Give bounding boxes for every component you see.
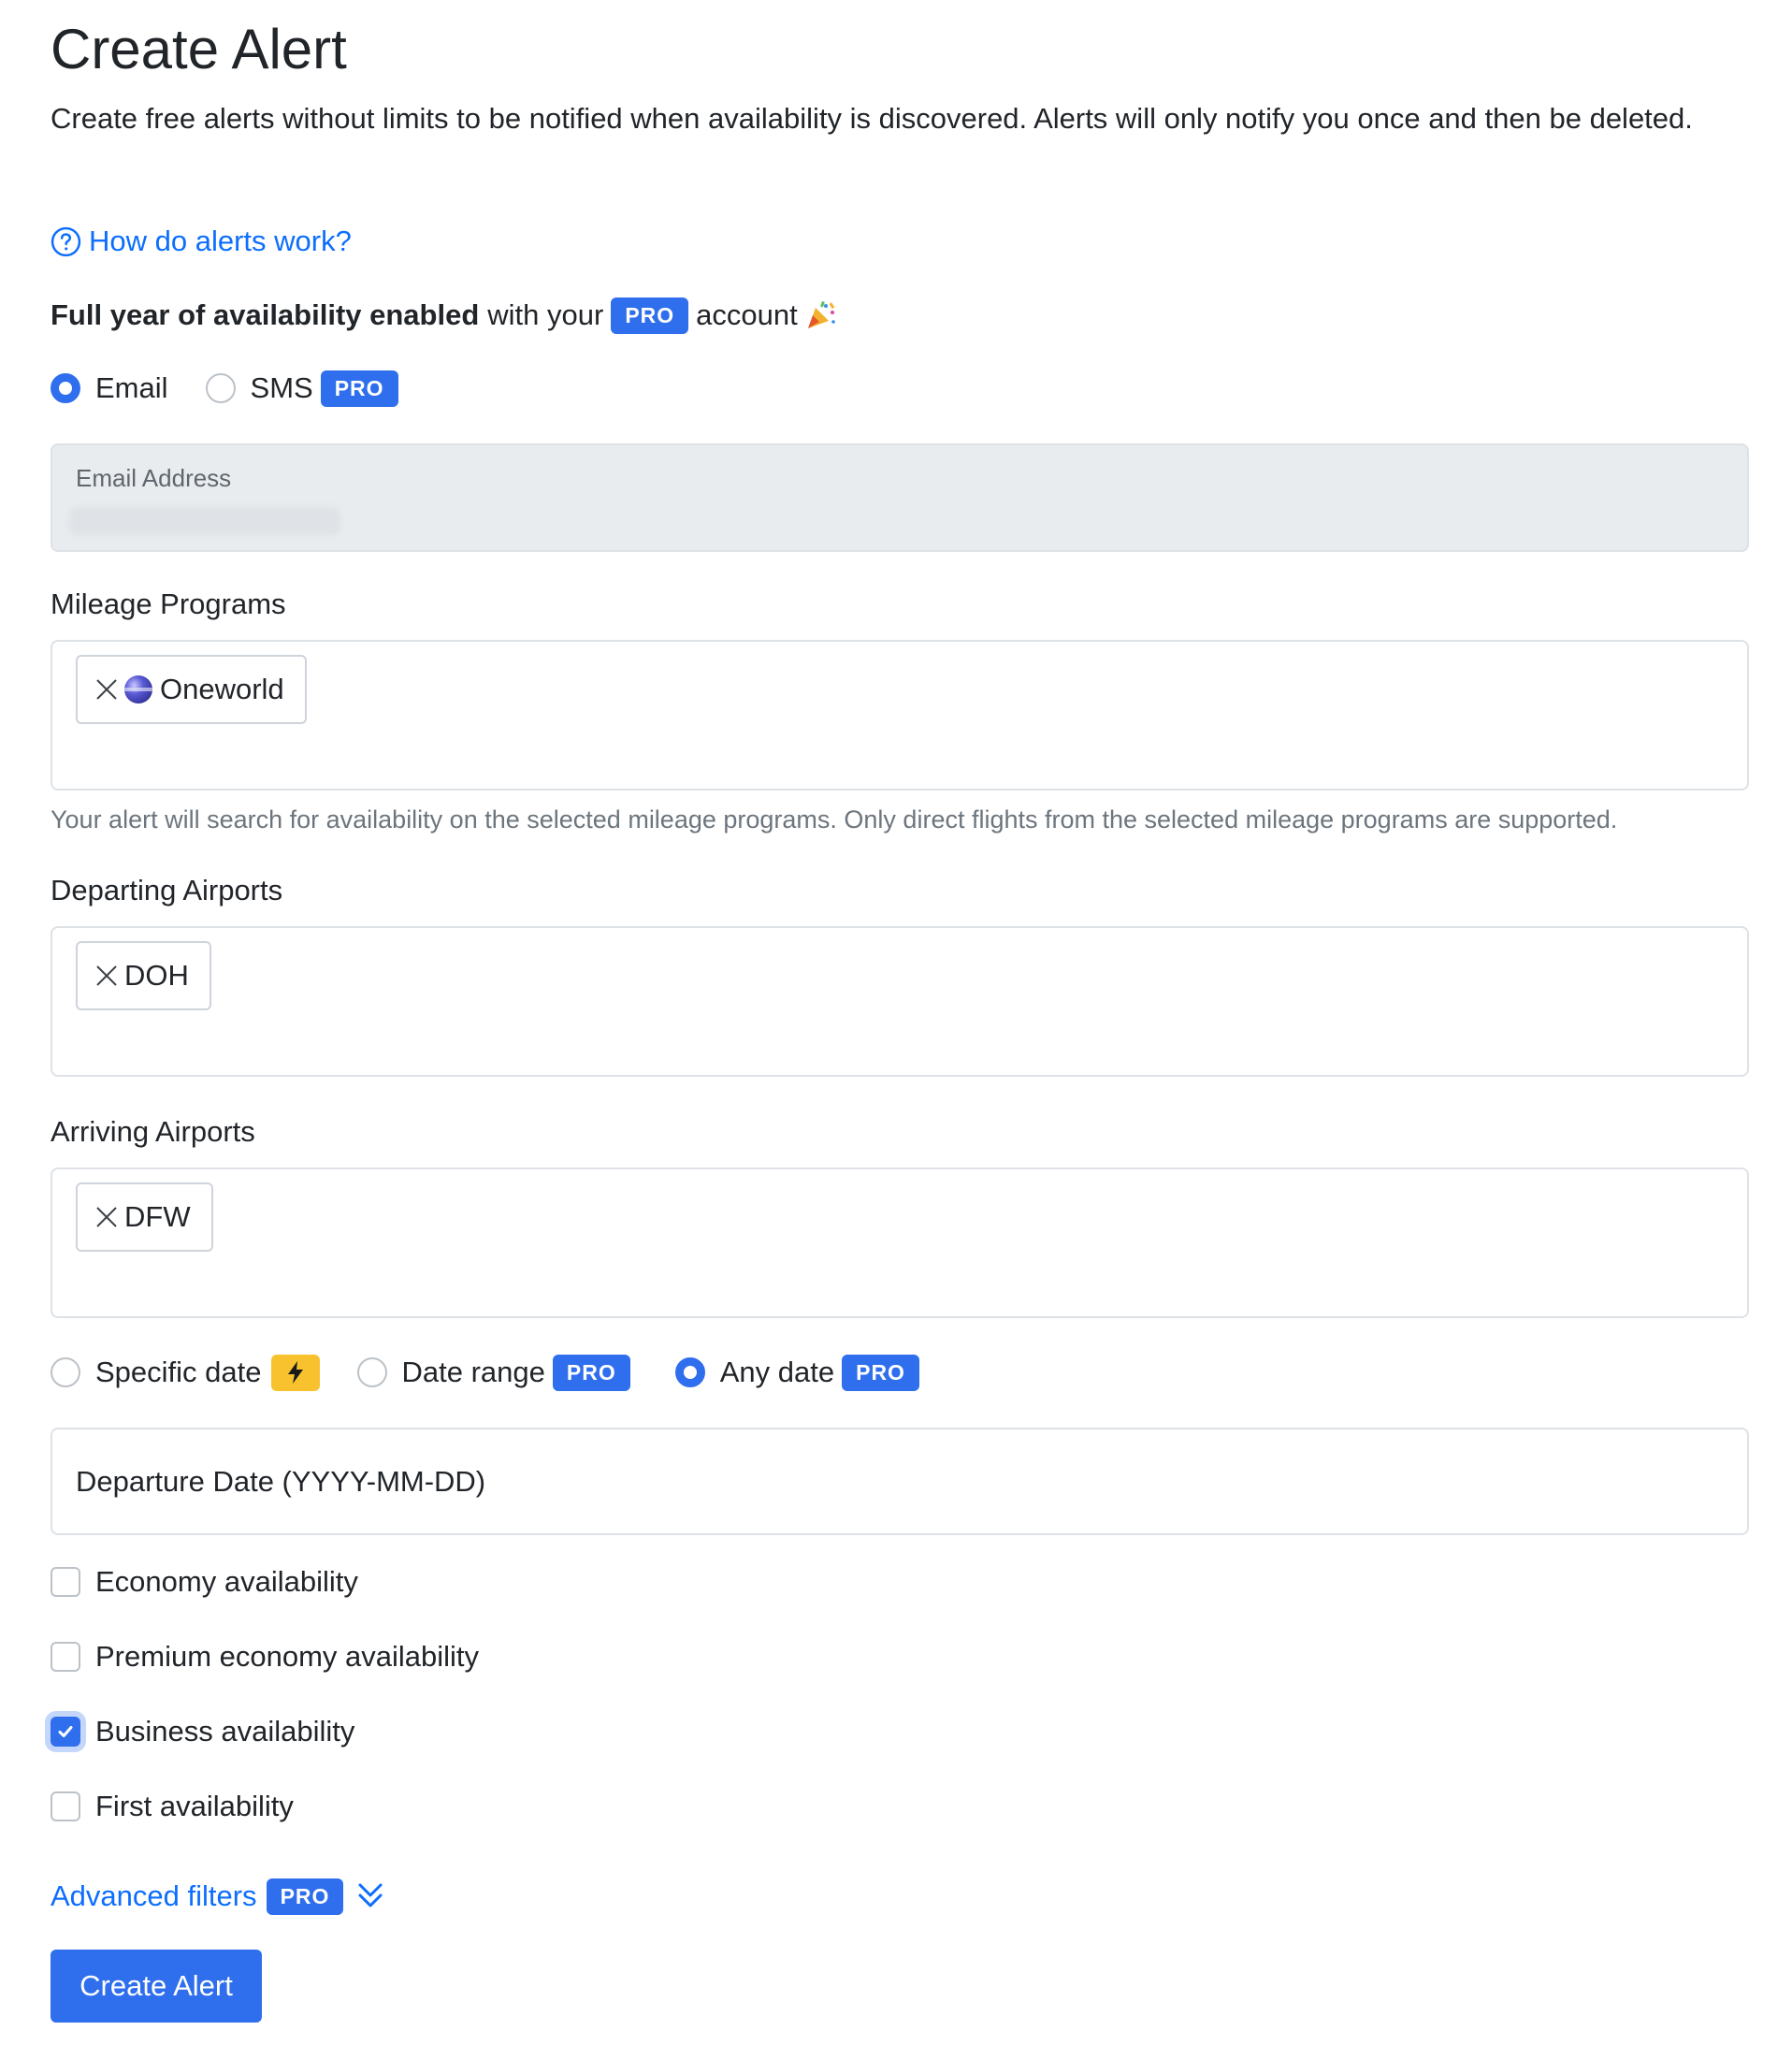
arriving-airports-label: Arriving Airports	[51, 1115, 255, 1148]
mileage-programs-input[interactable]	[51, 640, 1749, 790]
departure-date-placeholder: Departure Date (YYYY-MM-DD)	[76, 1464, 486, 1498]
cabin-premium-option[interactable]	[51, 1633, 479, 1680]
pro-badge: PRO	[611, 297, 688, 334]
advanced-filters-toggle[interactable]	[51, 1873, 386, 1920]
email-field[interactable]	[51, 443, 1749, 552]
remove-chip-icon[interactable]	[94, 677, 119, 702]
mileage-help-text: Your alert will search for availability on the selected mileage programs. Only direct flights from the selected mileage programs are supported.	[51, 805, 1618, 834]
any-date-label: Any date	[719, 1356, 835, 1388]
departing-chip-doh	[76, 941, 211, 1010]
specific-date-radio[interactable]	[51, 1357, 80, 1387]
remove-chip-icon[interactable]	[94, 1205, 119, 1229]
date-range-radio[interactable]	[357, 1357, 387, 1387]
advanced-filters-label: Advanced filters	[51, 1879, 257, 1912]
premium-economy-label: Premium economy availability	[95, 1640, 480, 1673]
cabin-economy-option[interactable]	[51, 1559, 358, 1605]
departing-airports-input[interactable]	[51, 926, 1749, 1077]
arriving-chip-label: DFW	[124, 1200, 191, 1233]
double-chevron-down-icon	[354, 1880, 386, 1912]
mileage-chip-label: Oneworld	[160, 673, 284, 705]
economy-label: Economy availability	[95, 1565, 358, 1598]
pro-notice-tail: account	[696, 298, 798, 331]
pro-notice-bold: Full year of availability enabled	[51, 298, 480, 331]
oneworld-logo-icon	[124, 675, 152, 703]
page-title: Create Alert	[51, 18, 347, 80]
email-radio[interactable]	[51, 373, 80, 403]
notify-email-option[interactable]	[51, 371, 168, 405]
specific-date-label: Specific date	[95, 1356, 262, 1388]
first-checkbox[interactable]	[51, 1791, 80, 1821]
notify-method-group	[51, 365, 443, 412]
departing-airports-label: Departing Airports	[51, 874, 283, 906]
sms-pro-badge: PRO	[321, 370, 398, 407]
pro-notice-mid: with your	[487, 298, 604, 331]
intro-text: Create free alerts without limits to be notified when availability is discovered. Alerts will only notify you once and then be deleted.	[51, 102, 1693, 135]
business-label: Business availability	[95, 1715, 355, 1748]
help-link-label: How do alerts work?	[89, 225, 352, 257]
date-range-label: Date range	[401, 1356, 545, 1388]
mileage-programs-label: Mileage Programs	[51, 587, 286, 620]
question-circle-icon	[51, 226, 81, 257]
first-label: First availability	[95, 1790, 294, 1822]
economy-checkbox[interactable]	[51, 1567, 80, 1597]
mileage-chip-oneworld	[76, 655, 307, 724]
remove-chip-icon[interactable]	[94, 964, 119, 988]
departing-chip-label: DOH	[124, 959, 189, 992]
date-mode-group	[51, 1349, 964, 1396]
sms-radio[interactable]	[206, 373, 236, 403]
advanced-pro-badge: PRO	[267, 1878, 344, 1915]
notify-sms-option[interactable]	[206, 370, 406, 407]
cabin-business-option[interactable]	[51, 1708, 354, 1755]
sms-radio-label: SMS	[250, 371, 313, 404]
any-date-pro-badge: PRO	[842, 1355, 919, 1391]
party-popper-icon	[805, 299, 837, 331]
premium-economy-checkbox[interactable]	[51, 1642, 80, 1672]
how-alerts-work-link[interactable]	[51, 219, 352, 264]
email-radio-label: Email	[95, 371, 168, 404]
checkmark-icon	[56, 1722, 75, 1741]
email-field-label: Email Address	[76, 464, 232, 492]
date-range-pro-badge: PRO	[553, 1355, 630, 1391]
arriving-chip-dfw	[76, 1182, 213, 1252]
date-mode-any-option[interactable]	[675, 1355, 927, 1391]
lightning-bolt-icon	[271, 1355, 320, 1391]
arriving-airports-input[interactable]	[51, 1168, 1749, 1318]
departure-date-input[interactable]	[51, 1428, 1749, 1535]
business-checkbox[interactable]	[51, 1717, 80, 1747]
pro-notice	[51, 292, 837, 339]
email-value-redacted	[69, 507, 340, 535]
date-mode-specific-option[interactable]	[51, 1355, 320, 1391]
date-mode-range-option[interactable]	[357, 1355, 638, 1391]
create-alert-button[interactable]: Create Alert	[51, 1950, 262, 2023]
any-date-radio[interactable]	[675, 1357, 705, 1387]
cabin-first-option[interactable]	[51, 1783, 294, 1830]
